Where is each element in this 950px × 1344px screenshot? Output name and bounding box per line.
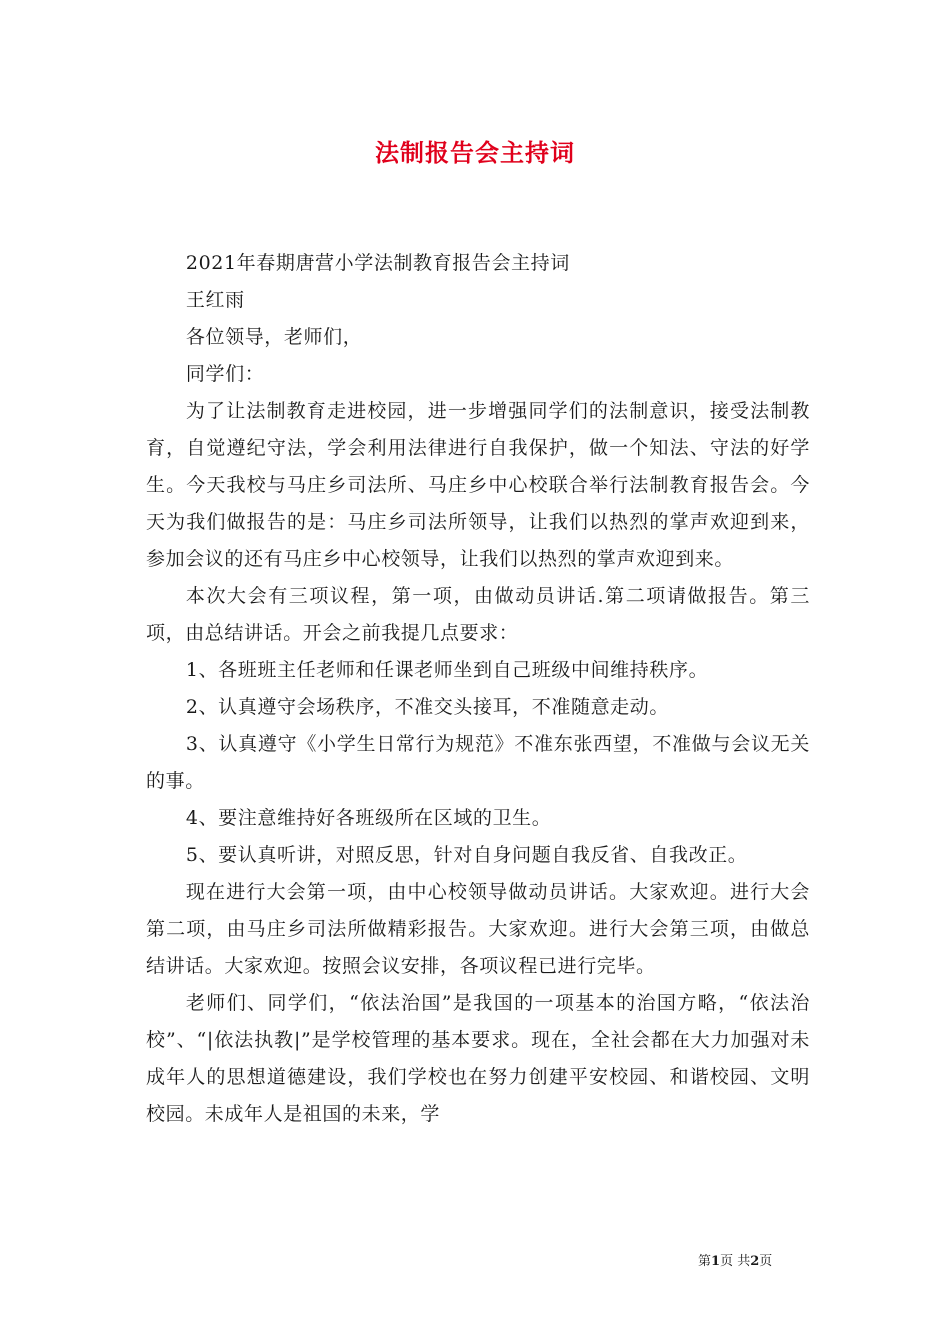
body-paragraph: 老师们、同学们，“依法治国”是我国的一项基本的治国方略，“依法治校”、“|依法执教|”是学校管理的基本要求。现在，全社会都在大力加强对未成年人的思想道德建设，我们学校也在努力创建平安校园、和谐校园、文明校园。未成年人是祖国的未来，学 <box>146 992 810 1125</box>
body-paragraph: 现在进行大会第一项，由中心校领导做动员讲话。大家欢迎。进行大会第二项，由马庄乡司法所做精彩报告。大家欢迎。进行大会第三项，由做总结讲话。大家欢迎。按照会议安排，各项议程已进行完毕。 <box>146 881 810 977</box>
greeting-paragraph: 各位领导，老师们， <box>185 326 363 348</box>
subtitle-paragraph: 2021年春期唐营小学法制教育报告会主持词 <box>185 252 570 274</box>
document-title: 法制报告会主持词 <box>375 138 575 167</box>
body-paragraph: 本次大会有三项议程，第一项，由做动员讲话.第二项请做报告。第三项，由总结讲话。开会之前我提几点要求： <box>146 585 810 644</box>
requirement-item: 1、各班班主任老师和任课老师坐到自己班级中间维持秩序。 <box>185 659 709 681</box>
requirement-item: 2、认真遵守会场秩序，不准交头接耳，不准随意走动。 <box>185 696 669 718</box>
requirement-item: 3、认真遵守《小学生日常行为规范》不准东张西望，不准做与会议无关的事。 <box>146 733 810 792</box>
footer-prefix: 第 <box>698 1254 712 1269</box>
author-paragraph: 王红雨 <box>185 289 245 311</box>
body-paragraph: 为了让法制教育走进校园，进一步增强同学们的法制意识，接受法制教育，自觉遵纪守法，学会利用法律进行自我保护，做一个知法、守法的好学生。今天我校与马庄乡司法所、马庄乡中心校联合举行法制教育报告会。今天为我们做报告的是：马庄乡司法所领导，让我们以热烈的掌声欢迎到来，参加会议的还有马庄乡中心校领导，让我们以热烈的掌声欢迎到来。 <box>146 400 810 570</box>
page-number-footer <box>698 1250 772 1269</box>
total-pages-number: 2 <box>750 1254 760 1269</box>
requirement-item: 5、要认真听讲，对照反思，针对自身问题自我反省、自我改正。 <box>185 844 748 866</box>
footer-middle: 页 共 <box>720 1254 751 1269</box>
current-page-number: 1 <box>711 1254 721 1269</box>
requirement-item: 4、要注意维持好各班级所在区域的卫生。 <box>185 807 552 829</box>
document-body <box>146 245 810 1133</box>
greeting-paragraph: 同学们： <box>185 363 265 385</box>
footer-suffix: 页 <box>759 1254 773 1269</box>
